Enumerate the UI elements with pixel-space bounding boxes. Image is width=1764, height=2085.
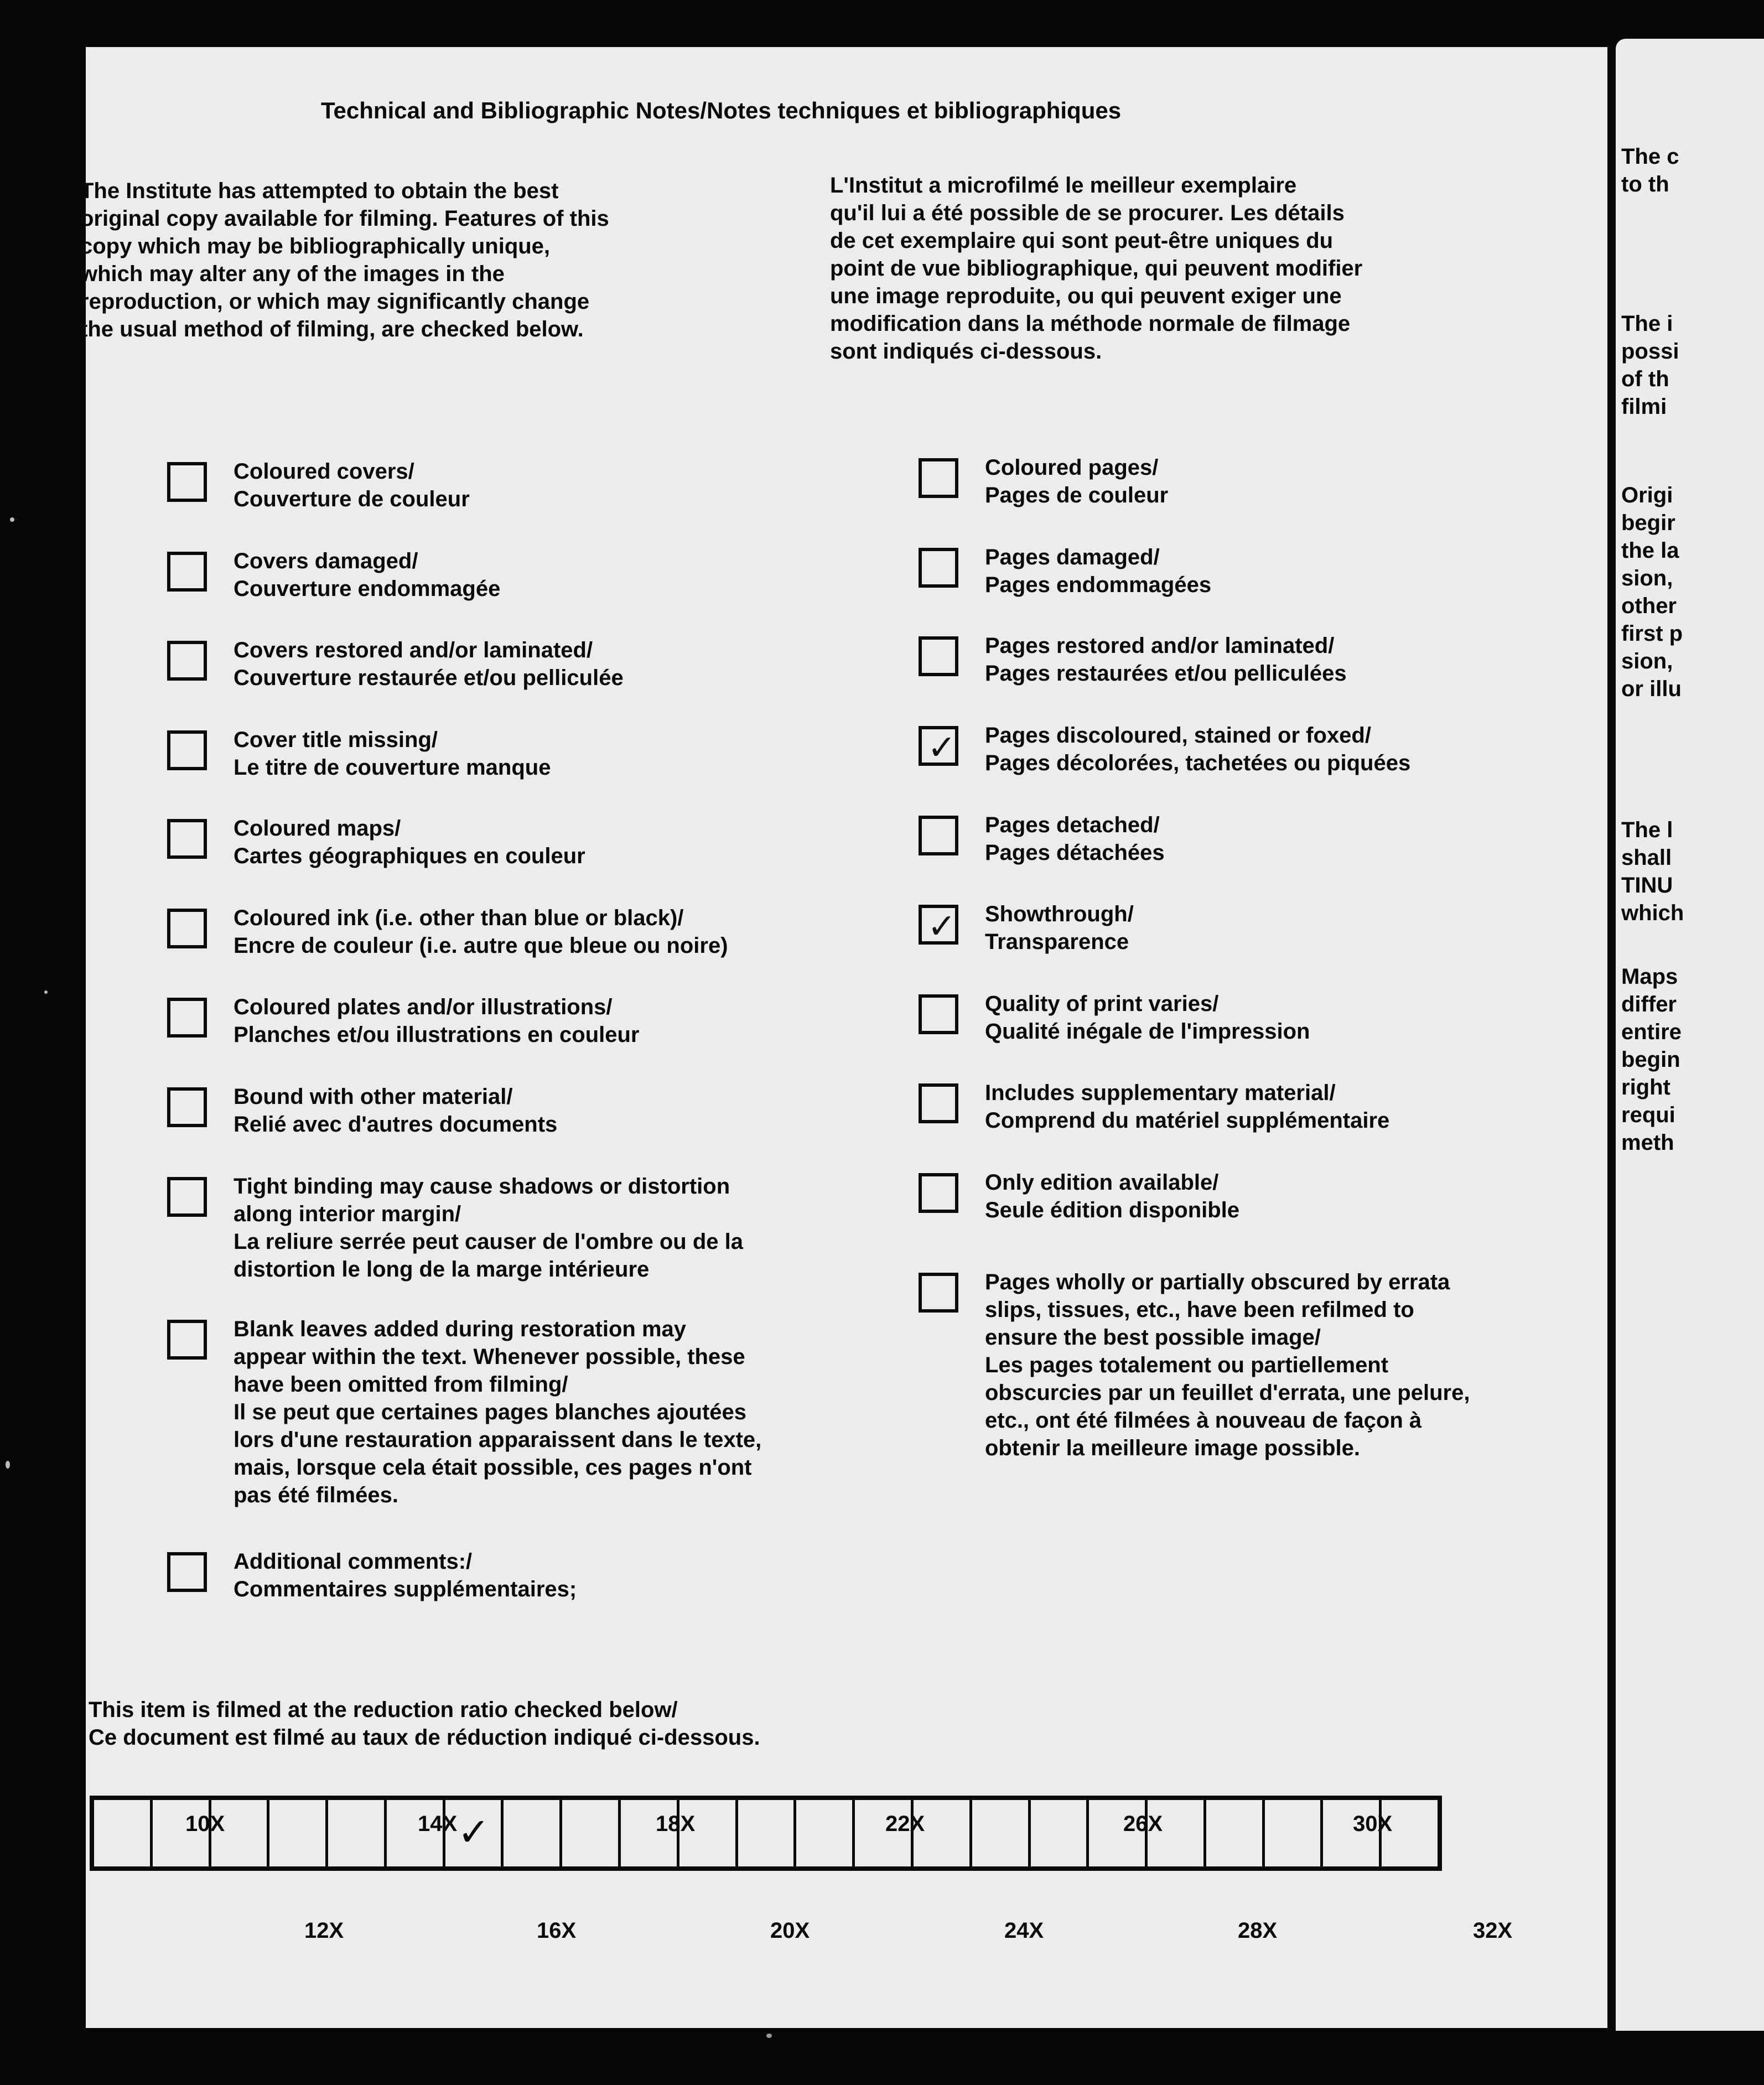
scale-label-top: 14X	[418, 1812, 458, 1836]
checklist-label-line: La reliure serrée peut causer de l'ombre ou de la	[234, 1230, 743, 1254]
checklist-label-line: Cover title missing/	[234, 728, 438, 752]
scan-speck	[6, 1461, 10, 1469]
checklist-label-line: Couverture de couleur	[234, 487, 470, 511]
checklist-label	[985, 454, 1571, 509]
checklist-label	[234, 1315, 820, 1509]
adjacent-page-paragraph	[1621, 816, 1764, 927]
check-mark-icon: ✓	[927, 907, 956, 946]
checklist-label-line: Cartes géographiques en couleur	[234, 844, 585, 868]
adjacent-page-line: first p	[1621, 621, 1683, 646]
checklist-label-line: Coloured plates and/or illustrations/	[234, 995, 613, 1019]
checkbox[interactable]	[167, 819, 207, 859]
scale-label-top: 10X	[185, 1812, 225, 1836]
checklist-label-line: Pages wholly or partially obscured by errata	[985, 1270, 1450, 1294]
checkbox[interactable]	[167, 909, 207, 948]
adjacent-page-line: The l	[1621, 818, 1673, 842]
checklist-label	[985, 1079, 1571, 1134]
checklist-label-line: Additional comments:/	[234, 1549, 473, 1574]
adjacent-page-line: to th	[1621, 172, 1669, 196]
checkbox[interactable]	[919, 458, 958, 498]
checklist-label-line: Encre de couleur (i.e. autre que bleue ou noire)	[234, 933, 728, 958]
ratio-cell[interactable]	[504, 1800, 562, 1866]
checkbox[interactable]	[167, 1177, 207, 1217]
ratio-cell[interactable]	[269, 1800, 328, 1866]
checklist-label	[234, 1173, 820, 1283]
checklist-label-line: Coloured covers/	[234, 459, 414, 484]
ratio-cell[interactable]	[1323, 1800, 1382, 1866]
checklist-label	[985, 900, 1571, 956]
ratio-cell[interactable]	[1031, 1800, 1089, 1866]
checkbox[interactable]	[167, 1552, 207, 1592]
scale-label-bottom: 32X	[1473, 1918, 1513, 1943]
checkbox[interactable]	[167, 1320, 207, 1360]
checklist-label-line: Bound with other material/	[234, 1085, 513, 1109]
adjacent-page-line: begir	[1621, 511, 1675, 535]
adjacent-page-paragraph	[1621, 143, 1764, 198]
scale-label-bottom: 16X	[537, 1918, 577, 1943]
checklist-label-line: Commentaires supplémentaires;	[234, 1577, 577, 1601]
adjacent-page-line: Origi	[1621, 483, 1673, 507]
ratio-cell[interactable]	[153, 1800, 211, 1866]
adjacent-page-line: other	[1621, 594, 1677, 618]
check-mark-icon: ✓	[927, 729, 956, 767]
adjacent-page-line: shall	[1621, 846, 1672, 870]
intro-english: The Institute has attempted to obtain the best original copy available for filming. Features of this copy which may be bibliographically unique, which may alter any of the images in the reproduction, or which may significantly change the usual method of filming, are checked below.	[80, 179, 609, 341]
checklist-label-line: pas été filmées.	[234, 1483, 398, 1507]
scale-label-top: 26X	[1123, 1812, 1163, 1836]
adjacent-page-line: TINU	[1621, 873, 1673, 898]
checklist-label-line: Le titre de couverture manque	[234, 755, 551, 780]
checklist-label-line: distortion le long de la marge intérieure	[234, 1257, 650, 1282]
check-mark-icon: ✓	[457, 1811, 490, 1854]
checklist-label-line: Blank leaves added during restoration may	[234, 1317, 687, 1341]
checkbox[interactable]	[919, 1083, 958, 1123]
checklist-label-line: Pages de couleur	[985, 483, 1169, 507]
adjacent-page-line: requi	[1621, 1103, 1675, 1127]
scale-label-top: 22X	[885, 1812, 925, 1836]
checklist-label	[234, 1548, 820, 1603]
checklist-label	[234, 547, 820, 603]
ratio-cell[interactable]	[1089, 1800, 1148, 1866]
reduction-note-french: Ce document est filmé au taux de réduction indiqué ci-dessous.	[89, 1725, 760, 1750]
scan-speck	[44, 990, 48, 994]
adjacent-page-line: of th	[1621, 367, 1669, 391]
checklist-label	[234, 993, 820, 1049]
ratio-cell[interactable]	[211, 1800, 270, 1866]
intro-french: L'Institut a microfilmé le meilleur exemplaire qu'il lui a été possible de se procurer. Les détails de cet exemplaire qui sont peut-être uniques du point de vue bibliographique, qui peuvent modifier une image reproduite, ou qui peuvent exiger une modification dans la méthode normale de filmage sont indiqués ci-dessous.	[830, 173, 1363, 364]
checklist-label-line: ensure the best possible image/	[985, 1325, 1321, 1350]
checklist-label	[234, 815, 820, 870]
checkbox[interactable]	[167, 998, 207, 1038]
reduction-ratio-grid	[90, 1796, 1442, 1871]
ratio-cell[interactable]	[328, 1800, 387, 1866]
checklist-label-line: Couverture endommagée	[234, 577, 501, 601]
ratio-cell[interactable]	[972, 1800, 1031, 1866]
checklist-label-line: appear within the text. Whenever possible, these	[234, 1345, 745, 1369]
checklist-label	[985, 722, 1571, 777]
adjacent-page-line: differ	[1621, 992, 1677, 1016]
page-title: Technical and Bibliographic Notes/Notes techniques et bibliographiques	[321, 97, 1122, 123]
checkbox[interactable]	[167, 641, 207, 681]
checklist-label-line: along interior margin/	[234, 1202, 461, 1226]
ratio-cell[interactable]	[1148, 1800, 1206, 1866]
checklist-label-line: Qualité inégale de l'impression	[985, 1019, 1310, 1044]
checklist-label-line: lors d'une restauration apparaissent dans le texte,	[234, 1428, 762, 1452]
adjacent-page-line: possi	[1621, 339, 1679, 364]
checklist-label-line: Pages damaged/	[985, 545, 1160, 569]
adjacent-page-paragraph	[1621, 310, 1764, 421]
ratio-cell[interactable]	[445, 1800, 504, 1866]
adjacent-page-line: begin	[1621, 1047, 1680, 1072]
ratio-cell[interactable]	[1382, 1800, 1438, 1866]
checkbox[interactable]	[919, 636, 958, 676]
ratio-cell[interactable]	[679, 1800, 738, 1866]
checkbox[interactable]	[919, 1273, 958, 1313]
ratio-cell[interactable]	[562, 1800, 621, 1866]
scale-label-bottom: 12X	[304, 1918, 344, 1943]
scale-label-bottom: 20X	[770, 1918, 810, 1943]
checklist-label-line: Coloured maps/	[234, 816, 401, 841]
checklist-label-line: Pages restored and/or laminated/	[985, 634, 1335, 658]
reduction-note	[89, 1696, 760, 1751]
checklist-label-line: Planches et/ou illustrations en couleur	[234, 1023, 640, 1047]
checklist-label-line: Il se peut que certaines pages blanches ajoutées	[234, 1400, 747, 1424]
reduction-note-english: This item is filmed at the reduction ratio checked below/	[89, 1698, 678, 1722]
checklist-label	[985, 632, 1571, 687]
checklist-label-line: etc., ont été filmées à nouveau de façon à	[985, 1408, 1422, 1433]
checklist-label-line: Showthrough/	[985, 902, 1134, 926]
scale-label-top: 30X	[1353, 1812, 1393, 1836]
adjacent-page-line: right	[1621, 1075, 1670, 1099]
ratio-cell[interactable]	[621, 1800, 679, 1866]
adjacent-page-line: The c	[1621, 144, 1679, 169]
checklist-label-line: slips, tissues, etc., have been refilmed to	[985, 1298, 1414, 1322]
checkbox[interactable]	[919, 726, 958, 766]
checklist-label-line: mais, lorsque cela était possible, ces pages n'ont	[234, 1455, 752, 1480]
checklist-label-line: have been omitted from filming/	[234, 1372, 568, 1397]
ratio-cell[interactable]	[94, 1800, 153, 1866]
checkbox[interactable]	[919, 816, 958, 855]
ratio-cell[interactable]	[914, 1800, 972, 1866]
adjacent-page-paragraph	[1621, 963, 1764, 1156]
checklist-label-line: Transparence	[985, 930, 1129, 954]
adjacent-page-line: The i	[1621, 312, 1673, 336]
checklist-label	[985, 1268, 1571, 1462]
checklist-label	[234, 726, 820, 781]
ratio-cell[interactable]	[1206, 1800, 1265, 1866]
checklist-label	[985, 811, 1571, 867]
checklist-label-line: Coloured pages/	[985, 455, 1159, 480]
checklist-label-line: Quality of print varies/	[985, 992, 1219, 1016]
checkbox[interactable]	[919, 905, 958, 945]
checklist-label-line: obscurcies par un feuillet d'errata, une pelure,	[985, 1381, 1470, 1405]
adjacent-page-line: which	[1621, 901, 1684, 925]
scale-label-bottom: 24X	[1004, 1918, 1044, 1943]
adjacent-page-line: filmi	[1621, 395, 1667, 419]
checklist-label	[985, 1169, 1571, 1224]
scale-label-bottom: 28X	[1238, 1918, 1278, 1943]
checkbox[interactable]	[167, 552, 207, 592]
checklist-label	[234, 636, 820, 692]
checklist-label-line: Pages endommagées	[985, 573, 1212, 597]
ratio-cell[interactable]	[738, 1800, 797, 1866]
checklist-label-line: Coloured ink (i.e. other than blue or black)/	[234, 906, 684, 930]
checkbox[interactable]	[919, 548, 958, 588]
checkbox[interactable]	[919, 994, 958, 1034]
checklist-label	[234, 458, 820, 513]
checklist-label	[234, 904, 820, 959]
adjacent-page-line: meth	[1621, 1130, 1674, 1155]
adjacent-page-line: the la	[1621, 538, 1679, 563]
checkbox[interactable]	[167, 1087, 207, 1127]
checklist-label	[985, 990, 1571, 1045]
checklist-label-line: Only edition available/	[985, 1170, 1219, 1195]
checkbox[interactable]	[167, 462, 207, 502]
checklist-label	[234, 1083, 820, 1138]
adjacent-page-line: sion,	[1621, 566, 1673, 590]
adjacent-page-paragraph	[1621, 481, 1764, 703]
checklist-label-line: Covers restored and/or laminated/	[234, 638, 593, 662]
ratio-cell[interactable]	[855, 1800, 914, 1866]
checklist-label-line: Pages restaurées et/ou pelliculées	[985, 661, 1347, 686]
adjacent-page-line: or illu	[1621, 677, 1682, 701]
ratio-cell[interactable]	[387, 1800, 445, 1866]
scale-label-top: 18X	[656, 1812, 696, 1836]
checkbox[interactable]	[919, 1173, 958, 1213]
checklist-label-line: Pages detached/	[985, 813, 1160, 837]
adjacent-page-line: sion,	[1621, 649, 1673, 673]
checklist-label-line: Couverture restaurée et/ou pelliculée	[234, 666, 624, 690]
checklist-label-line: obtenir la meilleure image possible.	[985, 1436, 1360, 1460]
checklist-label-line: Pages décolorées, tachetées ou piquées	[985, 751, 1411, 775]
scan-speck	[766, 2034, 772, 2038]
checklist-label-line: Comprend du matériel supplémentaire	[985, 1108, 1390, 1133]
ratio-cell[interactable]	[1265, 1800, 1324, 1866]
checklist-label	[985, 543, 1571, 599]
checklist-label-line: Relié avec d'autres documents	[234, 1112, 558, 1137]
checklist-label-line: Les pages totalement ou partiellement	[985, 1353, 1389, 1377]
checklist-label-line: Pages discoloured, stained or foxed/	[985, 723, 1371, 748]
checklist-label-line: Includes supplementary material/	[985, 1081, 1336, 1105]
scan-speck	[10, 517, 14, 522]
checklist-label-line: Pages détachées	[985, 841, 1165, 865]
checklist-label-line: Tight binding may cause shadows or distortion	[234, 1174, 730, 1199]
checklist-label-line: Seule édition disponible	[985, 1198, 1240, 1222]
adjacent-page-line: Maps	[1621, 964, 1678, 989]
checklist-label-line: Covers damaged/	[234, 549, 418, 573]
checkbox[interactable]	[167, 730, 207, 770]
ratio-cell[interactable]	[796, 1800, 855, 1866]
adjacent-page-line: entire	[1621, 1020, 1682, 1044]
